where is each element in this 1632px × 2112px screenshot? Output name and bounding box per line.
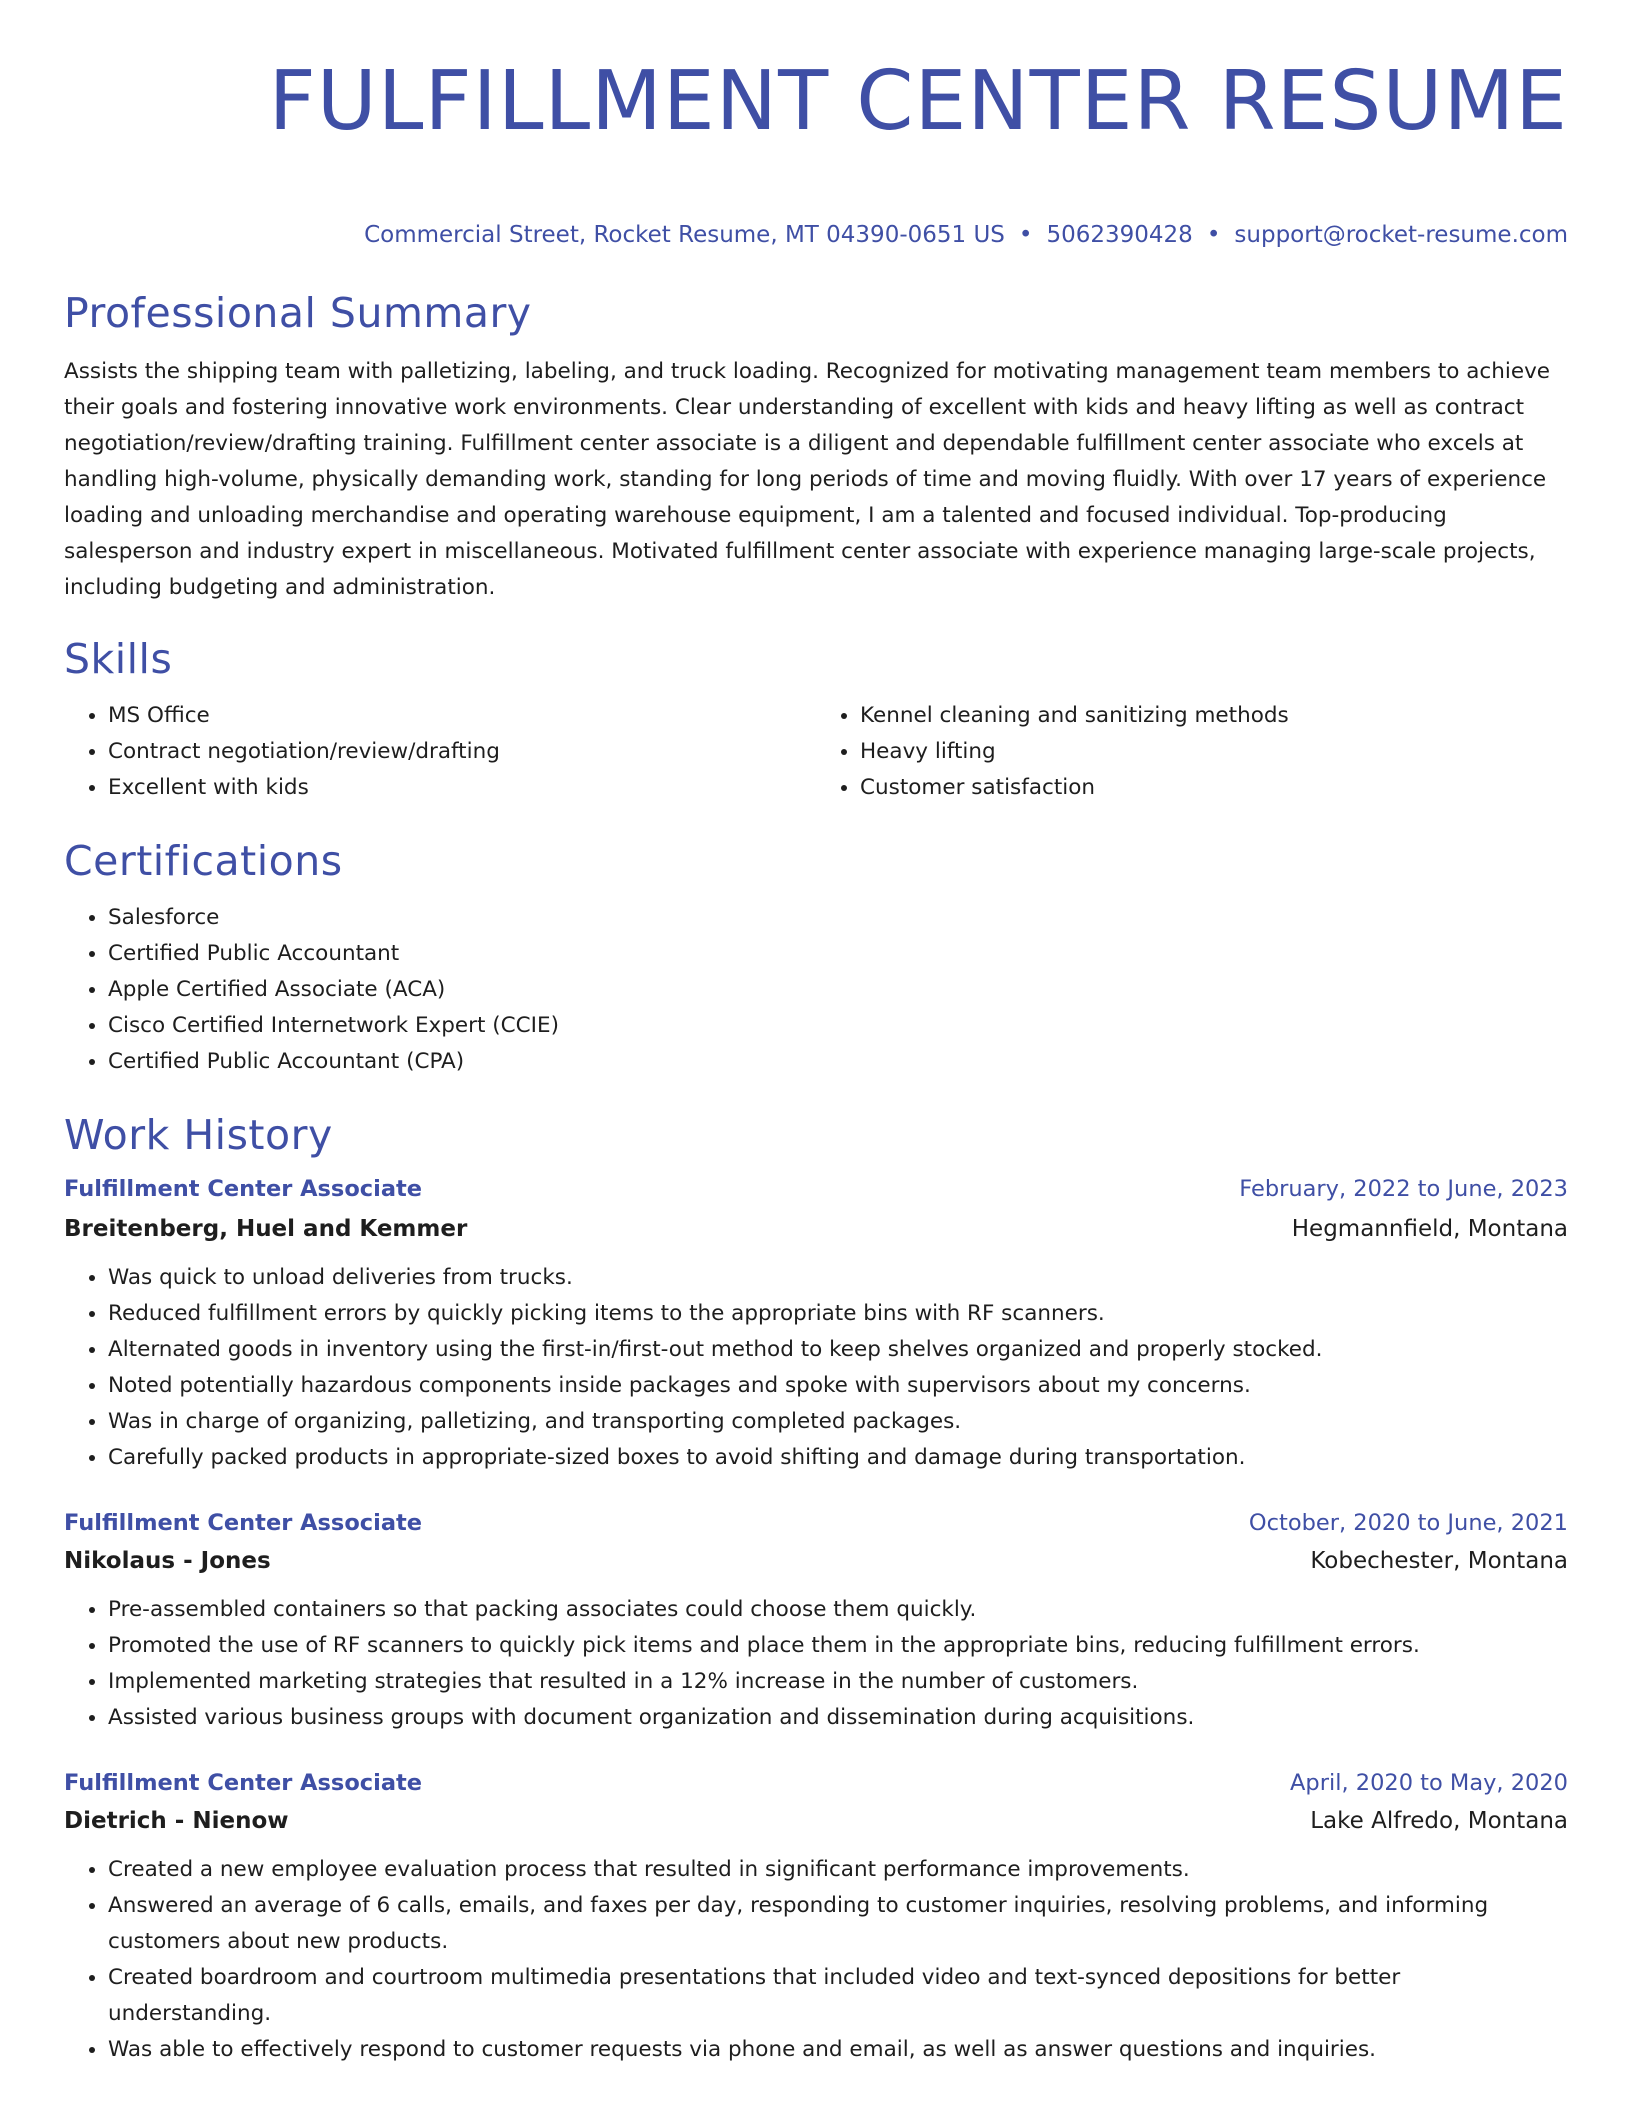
work-history-heading: Work History xyxy=(64,1111,333,1159)
work-history-section xyxy=(64,1110,1568,2068)
certification-item: • Certified Public Accountant xyxy=(108,936,1568,972)
job-bullet: • Answered an average of 6 calls, emails, and faxes per day, responding to customer inquiries, resolving problems, and informing customers about new products. xyxy=(108,1888,1568,1960)
summary-section xyxy=(64,288,1568,606)
skills-column-right xyxy=(816,698,1568,806)
certification-item: • Apple Certified Associate (ACA) xyxy=(108,972,1568,1008)
summary-heading: Professional Summary xyxy=(64,289,532,337)
resume-name: FULFILLMENT CENTER RESUME xyxy=(268,54,1568,149)
job-bullet: • Assisted various business groups with document organization and dissemination during acquisitions. xyxy=(108,1700,1568,1736)
job-bullet: • Pre-assembled containers so that packing associates could choose them quickly. xyxy=(108,1592,1568,1628)
job-company: Breitenberg, Huel and Kemmer xyxy=(64,1216,468,1242)
job-dates: October, 2020 to June, 2021 xyxy=(1248,1510,1568,1536)
job-bullet: • Was quick to unload deliveries from trucks. xyxy=(108,1260,1568,1296)
skills-section xyxy=(64,634,1568,806)
skills-column-left xyxy=(64,698,816,806)
job-entry xyxy=(64,1766,1568,2068)
job-title-row xyxy=(64,1506,1568,1540)
skills-list-right xyxy=(816,698,1568,806)
skill-item: • Kennel cleaning and sanitizing methods xyxy=(860,698,1568,734)
certifications-section xyxy=(64,836,1568,1080)
resume-header xyxy=(64,0,1568,250)
skill-item: • MS Office xyxy=(108,698,816,734)
job-bullet: • Promoted the use of RF scanners to quickly pick items and place them in the appropriate bins, reducing fulfillment errors. xyxy=(108,1628,1568,1664)
job-title: Fulfillment Center Associate xyxy=(64,1770,423,1796)
job-company: Nikolaus - Jones xyxy=(64,1548,271,1574)
skills-columns xyxy=(64,698,1568,806)
contact-line xyxy=(64,220,1568,250)
job-bullet: • Implemented marketing strategies that resulted in a 12% increase in the number of customers. xyxy=(108,1664,1568,1700)
job-title: Fulfillment Center Associate xyxy=(64,1176,423,1202)
job-company-row xyxy=(64,1804,1568,1838)
job-bullet: • Created a new employee evaluation process that resulted in significant performance improvements. xyxy=(108,1852,1568,1888)
contact-separator: • xyxy=(1018,222,1033,248)
skills-heading: Skills xyxy=(64,635,173,683)
skill-item: • Contract negotiation/review/drafting xyxy=(108,734,816,770)
job-company-row xyxy=(64,1212,1568,1246)
job-location: Kobechester, Montana xyxy=(1310,1548,1568,1574)
skill-item: • Customer satisfaction xyxy=(860,770,1568,806)
job-bullets xyxy=(64,1260,1568,1476)
job-dates: April, 2020 to May, 2020 xyxy=(1290,1770,1568,1796)
job-location: Hegmannfield, Montana xyxy=(1291,1216,1568,1242)
certification-item: • Salesforce xyxy=(108,900,1568,936)
job-entry xyxy=(64,1172,1568,1476)
certifications-heading: Certifications xyxy=(64,837,343,885)
job-bullet: • Reduced fulfillment errors by quickly picking items to the appropriate bins with RF scanners. xyxy=(108,1296,1568,1332)
job-bullet: • Was able to effectively respond to customer requests via phone and email, as well as answer questions and inquiries. xyxy=(108,2032,1568,2068)
contact-email[interactable]: support@rocket-resume.com xyxy=(1234,222,1568,248)
job-company-row xyxy=(64,1544,1568,1578)
skills-list-left xyxy=(64,698,816,806)
job-entry xyxy=(64,1506,1568,1736)
job-bullet: • Carefully packed products in appropriate-sized boxes to avoid shifting and damage during transportation. xyxy=(108,1440,1568,1476)
job-bullet: • Alternated goods in inventory using the first-in/first-out method to keep shelves organized and properly stocked. xyxy=(108,1332,1568,1368)
certifications-list xyxy=(64,900,1568,1080)
certification-item: • Cisco Certified Internetwork Expert (CCIE) xyxy=(108,1008,1568,1044)
job-bullets xyxy=(64,1592,1568,1736)
skill-item: • Heavy lifting xyxy=(860,734,1568,770)
summary-text: Assists the shipping team with palletizing, labeling, and truck loading. Recognized for motivating management team members to achieve their goals and fostering innovative work environments. Clear understanding of excellent with kids and heavy lifting as well as contract negotiation/review/drafting training. Fulfillment center associate is a diligent and dependable fulfillment center associate who excels at handling high-volume, physically demanding work, standing for long periods of time and moving fluidly. With over 17 years of experience loading and unloading merchandise and operating warehouse equipment, I am a talented and focused individual. Top-producing salesperson and industry expert in miscellaneous. Motivated fulfillment center associate with experience managing large-scale projects, including budgeting and administration. xyxy=(64,359,1551,600)
job-dates: February, 2022 to June, 2023 xyxy=(1239,1176,1568,1202)
job-title-row xyxy=(64,1766,1568,1800)
contact-separator: • xyxy=(1206,222,1221,248)
contact-phone[interactable]: 5062390428 xyxy=(1046,222,1193,248)
job-bullets xyxy=(64,1852,1568,2068)
skill-item: • Excellent with kids xyxy=(108,770,816,806)
certification-item: • Certified Public Accountant (CPA) xyxy=(108,1044,1568,1080)
job-title: Fulfillment Center Associate xyxy=(64,1510,423,1536)
job-bullet: • Was in charge of organizing, palletizing, and transporting completed packages. xyxy=(108,1404,1568,1440)
job-company: Dietrich - Nienow xyxy=(64,1808,289,1834)
contact-address: Commercial Street, Rocket Resume, MT 04390-0651 US xyxy=(364,222,1005,248)
job-location: Lake Alfredo, Montana xyxy=(1310,1808,1568,1834)
job-bullet: • Noted potentially hazardous components inside packages and spoke with supervisors about my concerns. xyxy=(108,1368,1568,1404)
job-title-row xyxy=(64,1172,1568,1206)
job-bullet: • Created boardroom and courtroom multimedia presentations that included video and text-synced depositions for better understanding. xyxy=(108,1960,1568,2032)
